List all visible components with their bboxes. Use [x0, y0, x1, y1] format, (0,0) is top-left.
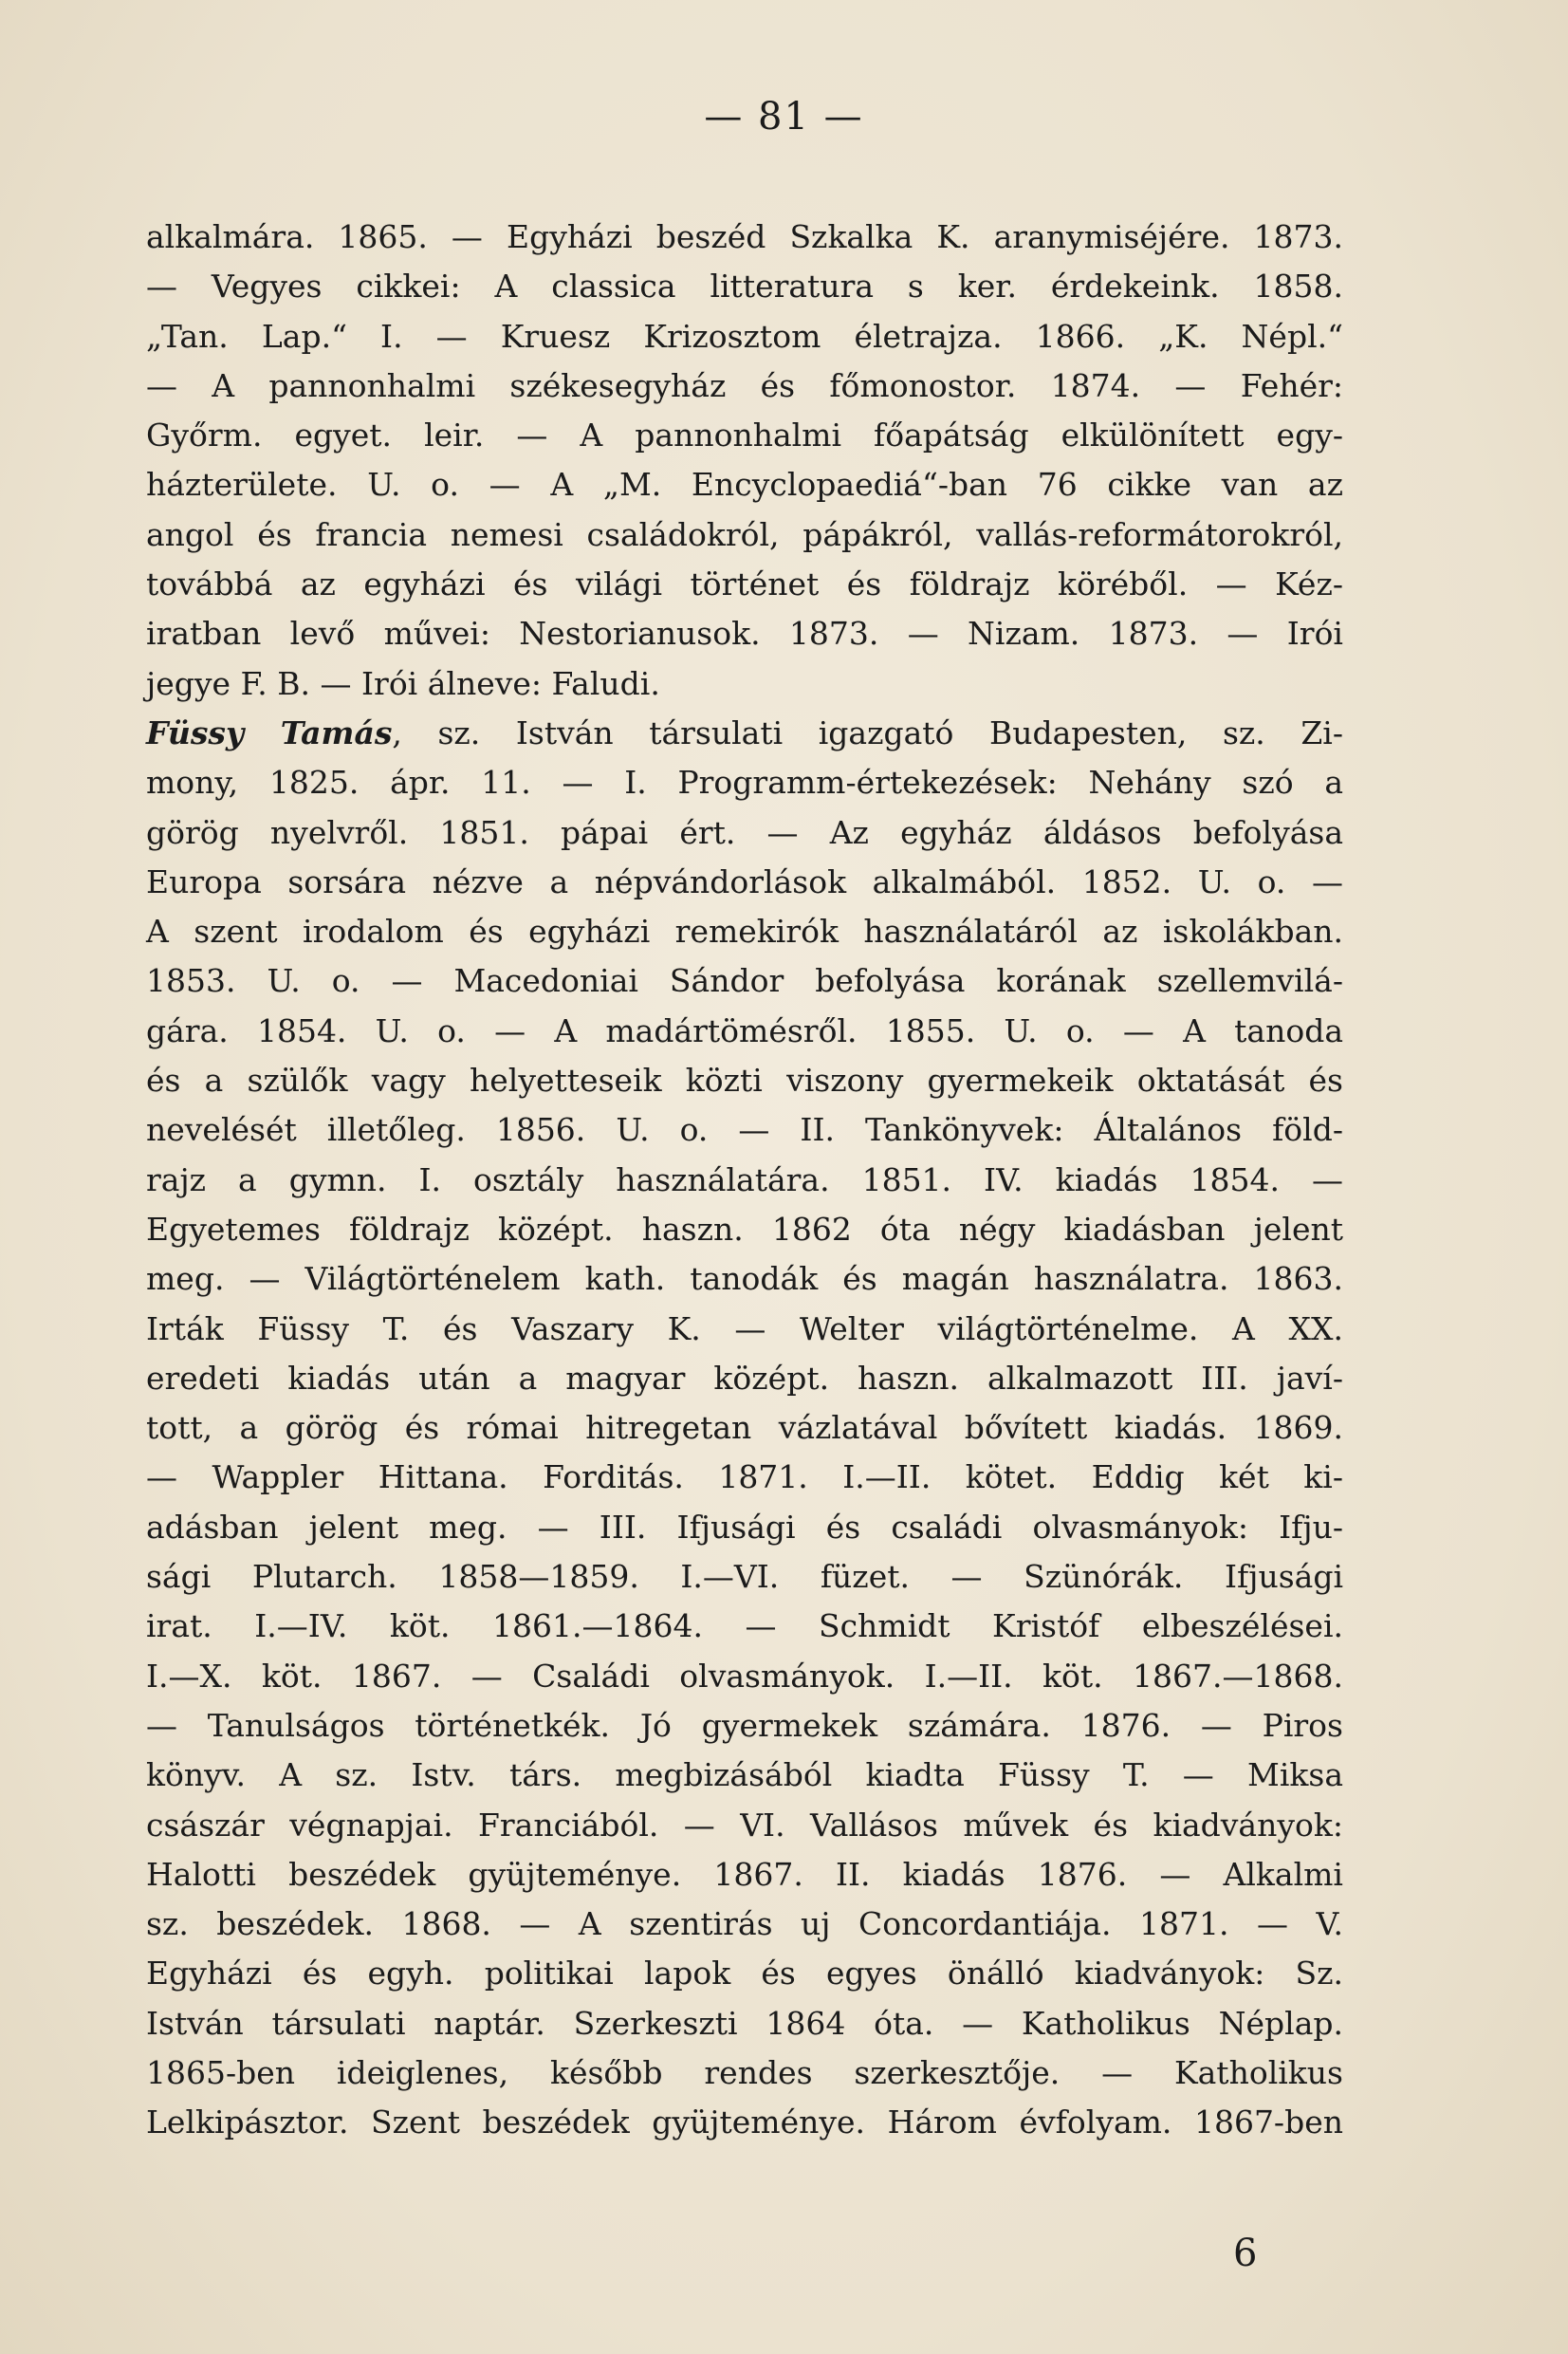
line-text: Halotti beszédek gyüjteménye. 1867. II. kiadás 1876. — Alkalmi [146, 1855, 1343, 1893]
text-line [146, 1305, 1343, 1354]
body-text [146, 213, 1343, 2148]
text-line [146, 1056, 1343, 1105]
text-line [146, 510, 1343, 560]
line-text: tott, a görög és római hitregetan vázlatával bővített kiadás. 1869. [146, 1409, 1343, 1447]
text-line [146, 460, 1343, 510]
text-line [146, 411, 1343, 460]
line-text: házterülete. U. o. — A „M. Encyclopaediá“-ban 76 cikke van az [146, 466, 1343, 504]
line-text: adásban jelent meg. — III. Ifjusági és családi olvasmányok: Ifju- [146, 1508, 1343, 1546]
text-line [146, 1156, 1343, 1205]
text-line [146, 1652, 1343, 1701]
entry-name: Füssy Tamás [146, 714, 393, 751]
line-text: 1853. U. o. — Macedoniai Sándor befolyása korának szellemvilá- [146, 962, 1343, 1000]
line-text: „Tan. Lap.“ I. — Kruesz Krizosztom életrajza. 1866. „K. Népl.“ [146, 317, 1343, 355]
text-line [146, 1007, 1343, 1056]
line-text: sz. beszédek. 1868. — A szentirás uj Concordantiája. 1871. — V. [146, 1905, 1343, 1943]
line-text: Győrm. egyet. leir. — A pannonhalmi főapátság elkülönített egy- [146, 417, 1343, 454]
line-text: alkalmára. 1865. — Egyházi beszéd Szkalka K. aranymiséjére. 1873. [146, 218, 1343, 255]
text-line [146, 758, 1343, 807]
text-line [146, 808, 1343, 858]
text-line [146, 312, 1343, 361]
text-line [146, 956, 1343, 1006]
line-text: Lelkipásztor. Szent beszédek gyüjteménye. Három évfolyam. 1867-ben [146, 2104, 1343, 2141]
line-text: Egyházi és egyh. politikai lapok és egyes önálló kiadványok: Sz. [146, 1955, 1343, 1993]
line-text: Egyetemes földrajz középt. haszn. 1862 óta négy kiadásban jelent [146, 1210, 1343, 1248]
line-text: továbbá az egyházi és világi történet és földrajz köréből. — Kéz- [146, 565, 1343, 603]
line-text: meg. — Világtörténelem kath. tanodák és magán használatra. 1863. [146, 1260, 1343, 1298]
line-text: gára. 1854. U. o. — A madártömésről. 1855. U. o. — A tanoda [146, 1011, 1343, 1049]
text-line [146, 858, 1343, 907]
text-line [146, 262, 1343, 311]
line-text: irat. I.—IV. köt. 1861.—1864. — Schmidt Kristóf elbeszélései. [146, 1607, 1343, 1645]
text-line [146, 1403, 1343, 1453]
line-text: mony, 1825. ápr. 11. — I. Programm-értekezések: Nehány szó a [146, 764, 1343, 802]
line-text: Irták Füssy T. és Vaszary K. — Welter világtörténelme. A XX. [146, 1309, 1343, 1347]
line-text: I.—X. köt. 1867. — Családi olvasmányok. I.—II. köt. 1867.—1868. [146, 1657, 1343, 1695]
line-text: angol és francia nemesi családokról, pápákról, vallás-reformátorokról, [146, 515, 1343, 553]
text-line [146, 1602, 1343, 1651]
text-line [146, 1751, 1343, 1800]
text-line [146, 709, 1343, 758]
line-text: — A pannonhalmi székesegyház és főmonostor. 1874. — Fehér: [146, 366, 1343, 404]
text-line [146, 213, 1343, 262]
text-line [146, 659, 1343, 709]
text-line [146, 1105, 1343, 1155]
line-text: császár végnapjai. Franciából. — VI. Vallásos művek és kiadványok: [146, 1806, 1343, 1844]
text-line [146, 1701, 1343, 1751]
text-line [146, 361, 1343, 411]
line-text: A szent irodalom és egyházi remekirók használatáról az iskolákban. [146, 913, 1343, 951]
text-line [146, 609, 1343, 658]
text-line [146, 1453, 1343, 1502]
text-line [146, 1205, 1343, 1254]
text-line [146, 1999, 1343, 2048]
line-text: 1865-ben ideiglenes, később rendes szerkesztője. — Katholikus [146, 2053, 1343, 2091]
line-text: — Wappler Hittana. Forditás. 1871. I.—II. kötet. Eddig két ki- [146, 1458, 1343, 1496]
text-line [146, 1850, 1343, 1900]
line-text: István társulati naptár. Szerkeszti 1864 óta. — Katholikus Néplap. [146, 2004, 1343, 2042]
text-line [146, 560, 1343, 609]
text-line [146, 1254, 1343, 1304]
line-text: , sz. István társulati igazgató Budapesten, sz. Zi- [392, 714, 1343, 751]
line-text: eredeti kiadás után a magyar középt. haszn. alkalmazott III. javí- [146, 1359, 1343, 1397]
line-text: — Tanulságos történetkék. Jó gyermekek számára. 1876. — Piros [146, 1706, 1343, 1744]
line-text: és a szülők vagy helyetteseik közti viszony gyermekeik oktatását és [146, 1062, 1343, 1100]
page-number: — 81 — [704, 95, 864, 139]
signature-mark: 6 [1233, 2232, 1258, 2275]
text-line [146, 2048, 1343, 2098]
line-text: sági Plutarch. 1858—1859. I.—VI. füzet. — Szünórák. Ifjusági [146, 1558, 1343, 1596]
line-text: Europa sorsára nézve a népvándorlások alkalmából. 1852. U. o. — [146, 862, 1343, 900]
line-text: görög nyelvről. 1851. pápai ért. — Az egyház áldásos befolyása [146, 813, 1343, 851]
text-line [146, 1552, 1343, 1602]
line-text: — Vegyes cikkei: A classica litteratura s ker. érdekeink. 1858. [146, 268, 1343, 306]
text-line [146, 1900, 1343, 1949]
line-text: iratban levő művei: Nestorianusok. 1873. — Nizam. 1873. — Irói [146, 615, 1343, 653]
text-line [146, 1354, 1343, 1403]
text-line [146, 1503, 1343, 1552]
text-line [146, 2098, 1343, 2147]
line-text: nevelését illetőleg. 1856. U. o. — II. Tankönyvek: Általános föld- [146, 1111, 1343, 1149]
text-line [146, 907, 1343, 956]
line-text: jegye F. B. — Irói álneve: Faludi. [146, 664, 660, 702]
text-line [146, 1949, 1343, 1998]
line-text: rajz a gymn. I. osztály használatára. 1851. IV. kiadás 1854. — [146, 1160, 1343, 1198]
text-line [146, 1801, 1343, 1850]
line-text: könyv. A sz. Istv. társ. megbizásából kiadta Füssy T. — Miksa [146, 1756, 1343, 1794]
